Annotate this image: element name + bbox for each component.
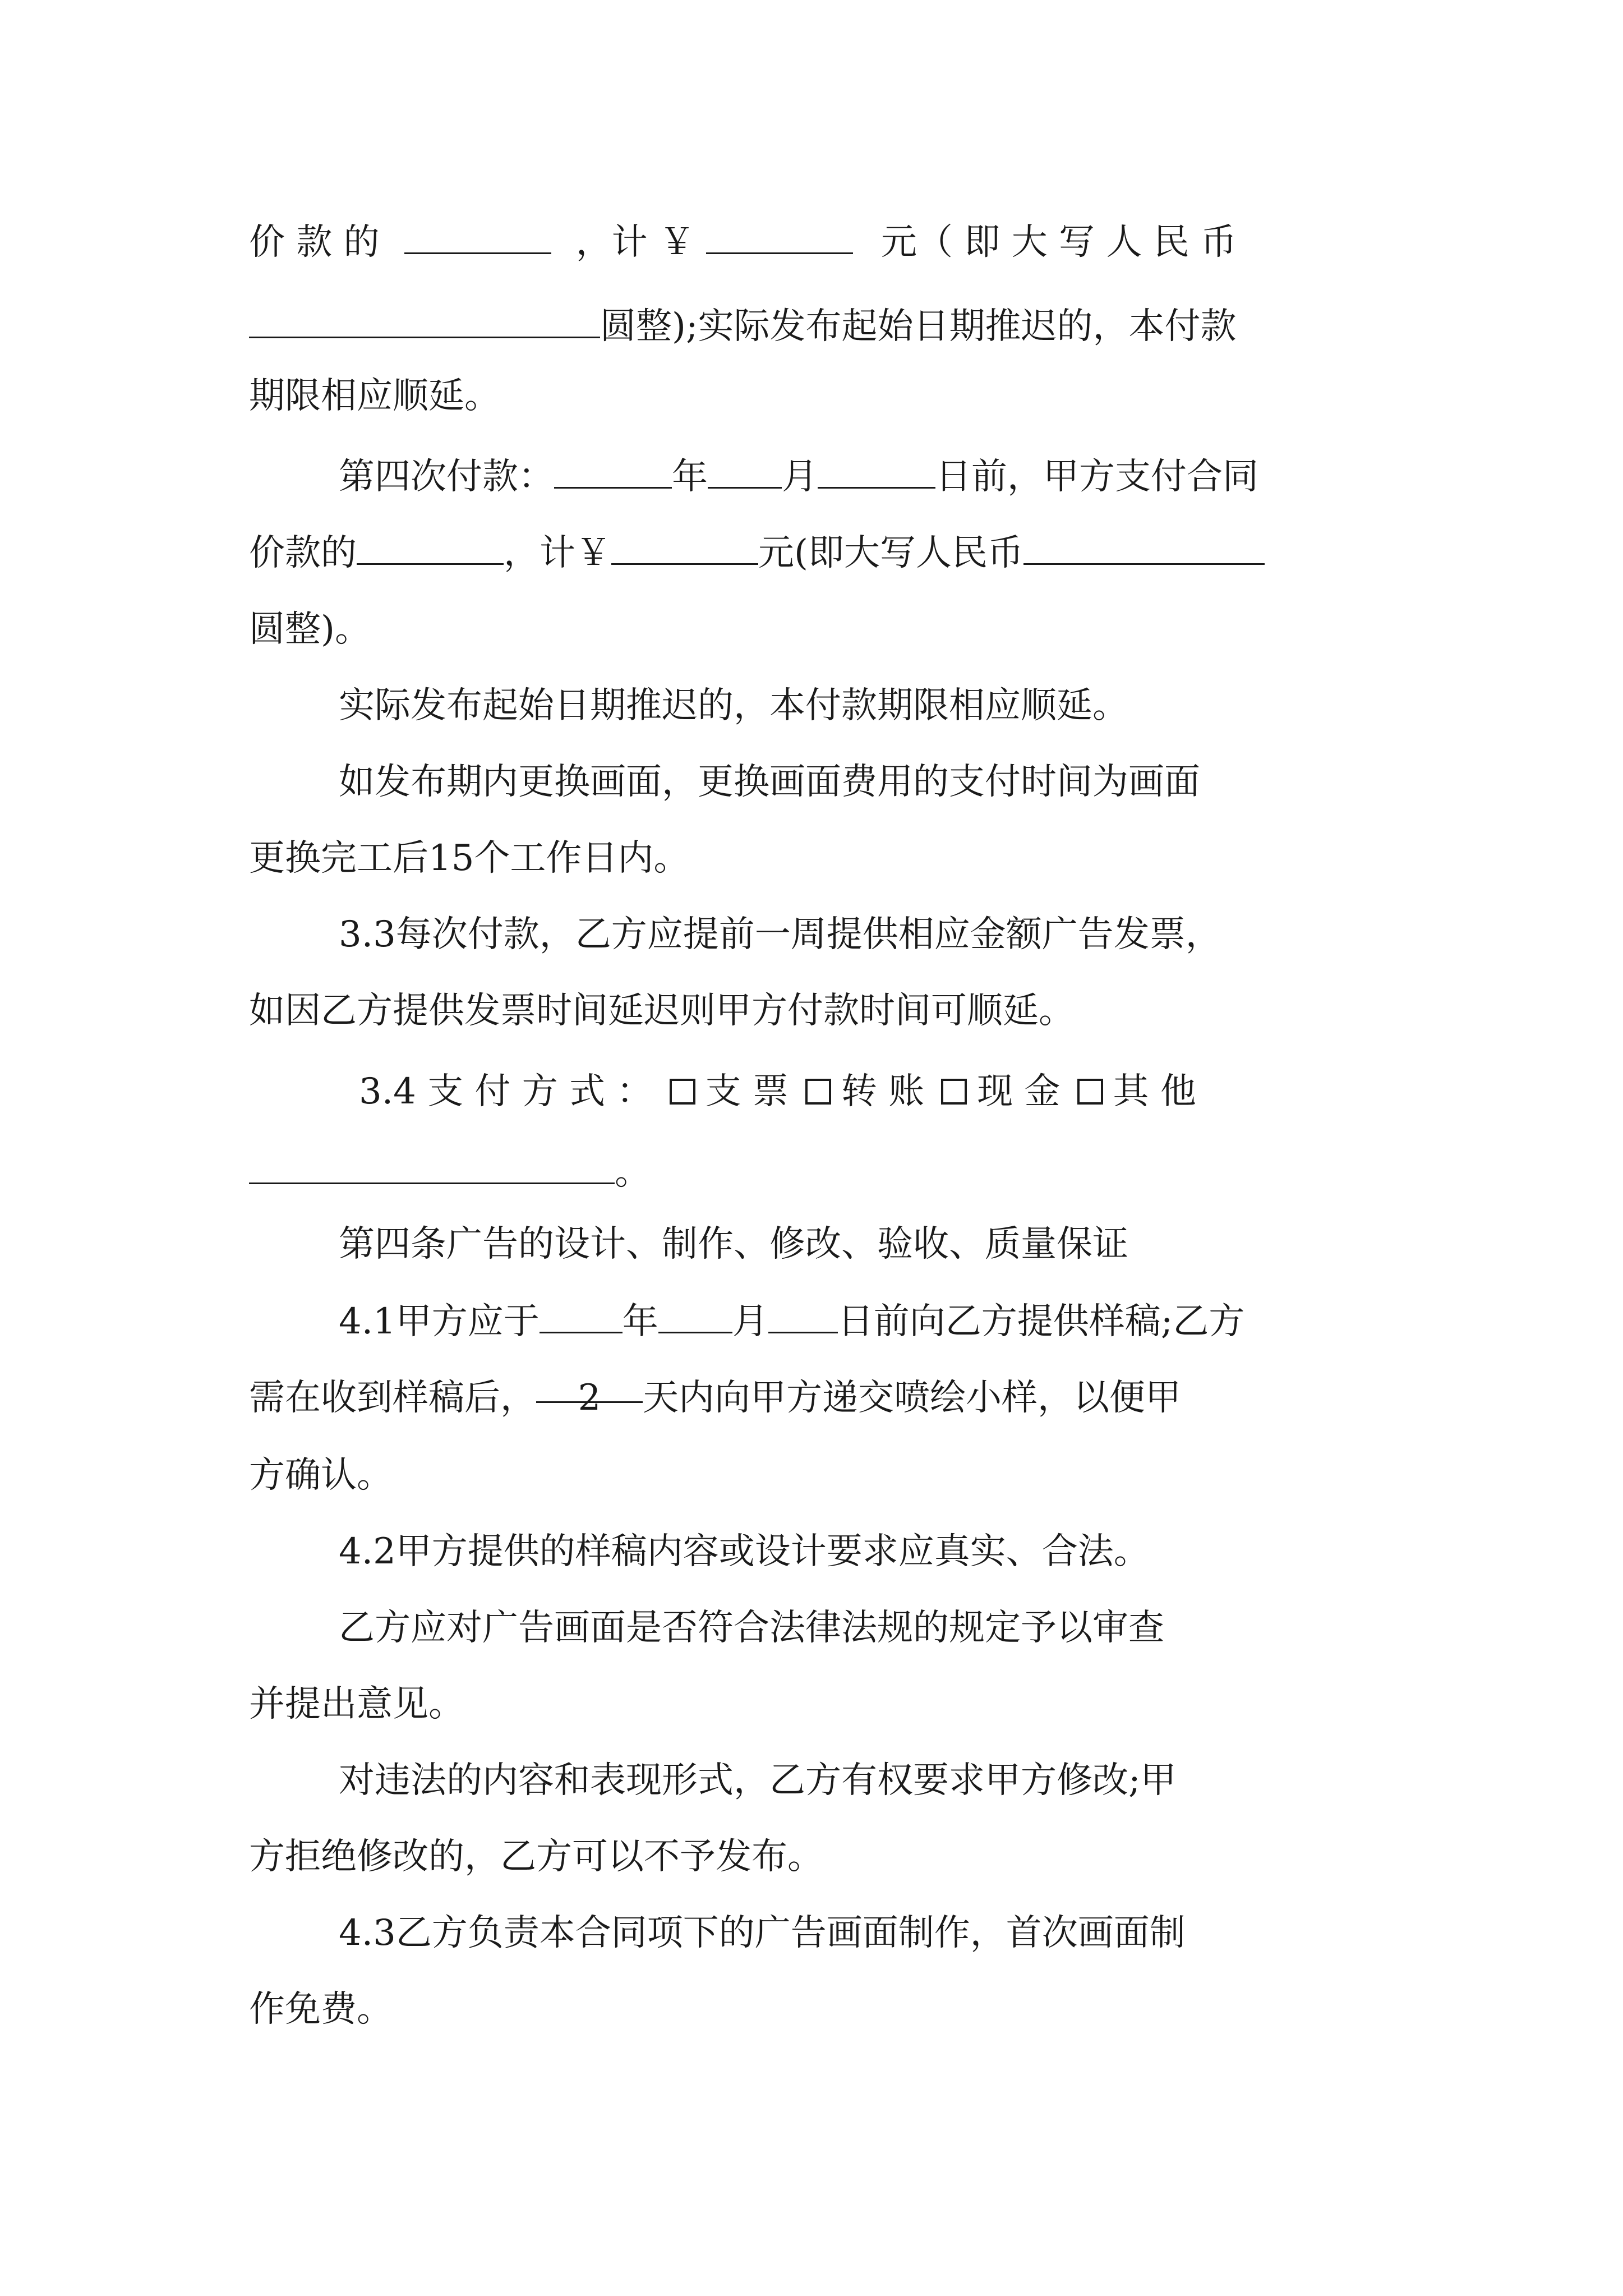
checkbox-icon[interactable] (670, 1079, 695, 1105)
text: 实际发布起始日期推迟的，本付款期限相应顺延。 (339, 685, 1128, 726)
checkbox-icon[interactable] (805, 1079, 831, 1105)
blank-field (658, 1300, 732, 1333)
days-field: 2 (536, 1370, 643, 1403)
text: 并提出意见。 (249, 1683, 464, 1725)
option-check: 支 票 (705, 1071, 789, 1112)
text: 方确认。 (249, 1455, 393, 1496)
blank-field (611, 532, 758, 565)
paragraph-line (249, 1447, 1387, 1503)
paragraph-line (339, 754, 1387, 810)
text: 如发布期内更换画面，更换画面费用的支付时间为画面 (339, 761, 1200, 803)
blank-field (554, 455, 672, 489)
text: 4.2甲方提供的样稿内容或设计要求应真实、合法。 (339, 1531, 1150, 1572)
text: 日前向乙方提供样稿;乙方 (837, 1301, 1245, 1342)
option-cash: 现 金 (977, 1071, 1061, 1112)
paragraph-line (249, 1981, 1387, 2037)
text: 年 (622, 1301, 658, 1342)
section-heading (339, 1216, 1387, 1272)
blank-field (540, 1300, 623, 1333)
text: 需在收到样稿后， (249, 1377, 536, 1419)
checkbox-icon[interactable] (941, 1079, 967, 1105)
option-transfer: 转 账 (841, 1071, 925, 1112)
text: 年 (672, 456, 708, 498)
text: 期限相应顺延。 (249, 375, 500, 417)
blank-field (249, 1151, 615, 1184)
paragraph-line (249, 214, 1387, 270)
paragraph-line (249, 601, 1387, 657)
text: 乙方应对广告画面是否符合法律法规的规定予以审查 (339, 1607, 1164, 1649)
text: 元（ 即 大 写 人 民 币 (881, 222, 1237, 263)
blank-field (249, 305, 600, 338)
text: 日前，甲方支付合同 (935, 456, 1258, 498)
text: 作免费。 (249, 1989, 393, 2030)
paragraph-line (249, 1144, 1387, 1200)
paragraph-line (249, 1829, 1387, 1885)
paragraph-line (339, 1600, 1387, 1656)
text: 圆整);实际发布起始日期推迟的，本付款 (600, 306, 1237, 347)
text: 4.3乙方负责本合同项下的广告画面制作，首次画面制 (339, 1912, 1186, 1954)
paragraph-line (339, 678, 1387, 734)
paragraph-line (339, 449, 1387, 505)
option-other: 其 他 (1113, 1071, 1196, 1112)
text: 天内向甲方递交喷绘小样，以便甲 (643, 1377, 1181, 1419)
blank-field (1023, 532, 1265, 565)
text: 更换完工后15个工作日内。 (249, 838, 690, 879)
text: 月 (732, 1301, 768, 1342)
text: 如因乙方提供发票时间延迟则甲方付款时间可顺延。 (249, 990, 1075, 1032)
text: 4.1甲方应于 (339, 1301, 540, 1342)
paragraph-line (249, 1370, 1387, 1426)
text: 价款的 (249, 532, 357, 574)
paragraph-line (339, 1524, 1387, 1580)
blank-field (357, 532, 504, 565)
paragraph-line (249, 368, 1387, 424)
payment-method-label: 3.4 支 付 方 式 ： (359, 1071, 653, 1112)
paragraph-line (339, 1905, 1387, 1961)
blank-field (818, 455, 935, 489)
payment-method-line (359, 1064, 1387, 1120)
paragraph-line (249, 830, 1387, 886)
text: 。 (615, 1152, 651, 1193)
text: 圆整)。 (249, 609, 371, 650)
paragraph-line (249, 525, 1387, 581)
text: 方拒绝修改的，乙方可以不予发布。 (249, 1836, 823, 1878)
checkbox-icon[interactable] (1077, 1079, 1103, 1105)
paragraph-line (249, 983, 1387, 1039)
paragraph-line (249, 1676, 1387, 1732)
paragraph-line (249, 298, 1387, 355)
paragraph-line (339, 1294, 1387, 1350)
paragraph-line (339, 1752, 1387, 1809)
blank-field (768, 1300, 838, 1333)
text: 第四次付款： (339, 456, 554, 498)
text: 3.3每次付款，乙方应提前一周提供相应金额广告发票， (339, 914, 1221, 955)
text: 价 款 的 (249, 222, 380, 263)
text: 月 (782, 456, 818, 498)
text: 第四条广告的设计、制作、修改、验收、质量保证 (339, 1223, 1128, 1265)
text: 元(即大写人民币 (758, 532, 1023, 574)
blank-field (706, 221, 853, 254)
blank-field (404, 221, 551, 254)
blank-field (708, 455, 782, 489)
text: ，计￥ (504, 532, 611, 574)
text: ，计 ￥ (575, 222, 695, 263)
paragraph-line (339, 907, 1387, 963)
text: 对违法的内容和表现形式，乙方有权要求甲方修改;甲 (339, 1760, 1177, 1801)
